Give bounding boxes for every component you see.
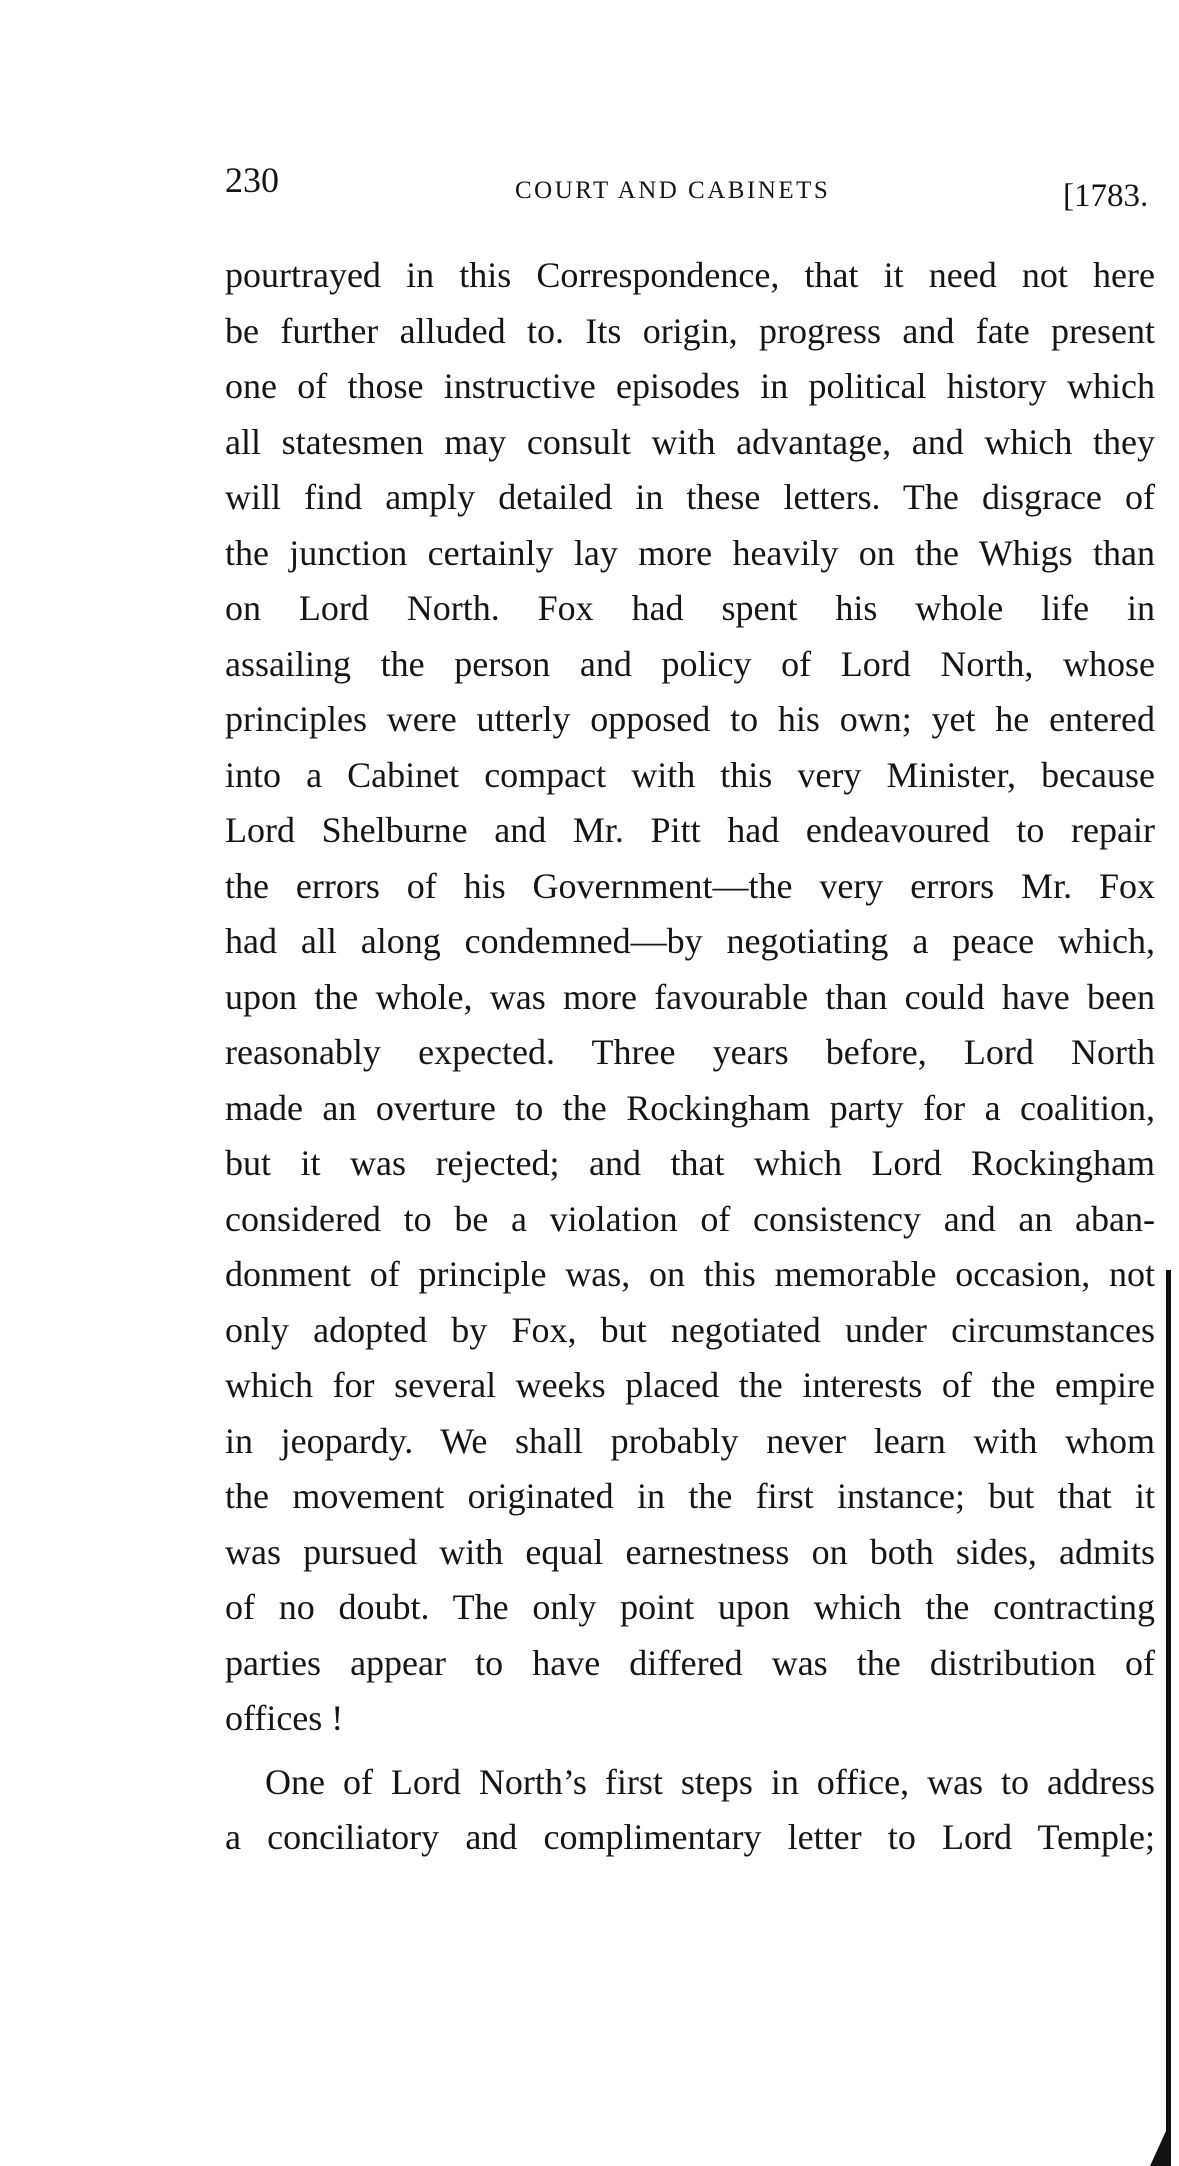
text-line: considered to be a violation of consistency and an aban- — [225, 1198, 1155, 1239]
paragraph-gap — [225, 1747, 1155, 1755]
text-line: Lord Shelburne and Mr. Pitt had endeavoured to repair — [225, 810, 1155, 850]
text-line: made an overture to the Rockingham party for a coalition, — [225, 1087, 1155, 1128]
text-line: had all along condemned—by negotiating a peace which, — [225, 921, 1155, 961]
text-line: will find amply detailed in these letters. The disgrace of — [225, 477, 1155, 517]
text-line: reasonably expected. Three years before, Lord North — [225, 1032, 1155, 1072]
text-line: the junction certainly lay more heavily on the Whigs than — [225, 532, 1155, 573]
text-line: pourtrayed in this Correspondence, that it need not here — [225, 255, 1155, 295]
text-line: the errors of his Government—the very errors Mr. Fox — [225, 865, 1155, 906]
text-line: of no doubt. The only point upon which the contracting — [225, 1587, 1155, 1627]
page-edge-foot — [1150, 2120, 1171, 2166]
text-line: was pursued with equal earnestness on both sides, admits — [225, 1531, 1155, 1572]
text-line: on Lord North. Fox had spent his whole life in — [225, 588, 1155, 628]
text-line: only adopted by Fox, but negotiated under circumstances — [225, 1309, 1155, 1350]
text-line: into a Cabinet compact with this very Minister, because — [225, 754, 1155, 795]
text-line: a conciliatory and complimentary letter to Lord Temple; — [225, 1817, 1155, 1857]
running-head: COURT AND CABINETS — [515, 177, 831, 204]
text-line: upon the whole, was more favourable than could have been — [225, 976, 1155, 1017]
text-line: in jeopardy. We shall probably never learn with whom — [225, 1420, 1155, 1461]
header-year: [1783. — [1063, 178, 1149, 214]
text-line: be further alluded to. Its origin, progress and fate present — [225, 310, 1155, 351]
text-line: the movement originated in the first instance; but that it — [225, 1476, 1155, 1516]
paragraph-2 — [225, 1755, 1155, 1866]
body-text — [225, 248, 1155, 1866]
text-line: all statesmen may consult with advantage, and which they — [225, 421, 1155, 462]
text-line: offices ! — [225, 1698, 344, 1738]
text-line: which for several weeks placed the interests of the empire — [225, 1365, 1155, 1405]
text-line: principles were utterly opposed to his own; yet he entered — [225, 699, 1155, 739]
text-line: donment of principle was, on this memorable occasion, not — [225, 1254, 1155, 1294]
text-line: but it was rejected; and that which Lord Rockingham — [225, 1143, 1155, 1183]
paragraph-1 — [225, 248, 1155, 1747]
text-line: one of those instructive episodes in political history which — [225, 366, 1155, 406]
text-line: parties appear to have differed was the distribution of — [225, 1642, 1155, 1683]
page-number: 230 — [225, 160, 279, 200]
page-edge-line — [1166, 1270, 1171, 2166]
text-line: assailing the person and policy of Lord North, whose — [225, 643, 1155, 684]
page-header — [225, 160, 1155, 220]
text-line: One of Lord North’s first steps in office, was to address — [265, 1761, 1155, 1802]
